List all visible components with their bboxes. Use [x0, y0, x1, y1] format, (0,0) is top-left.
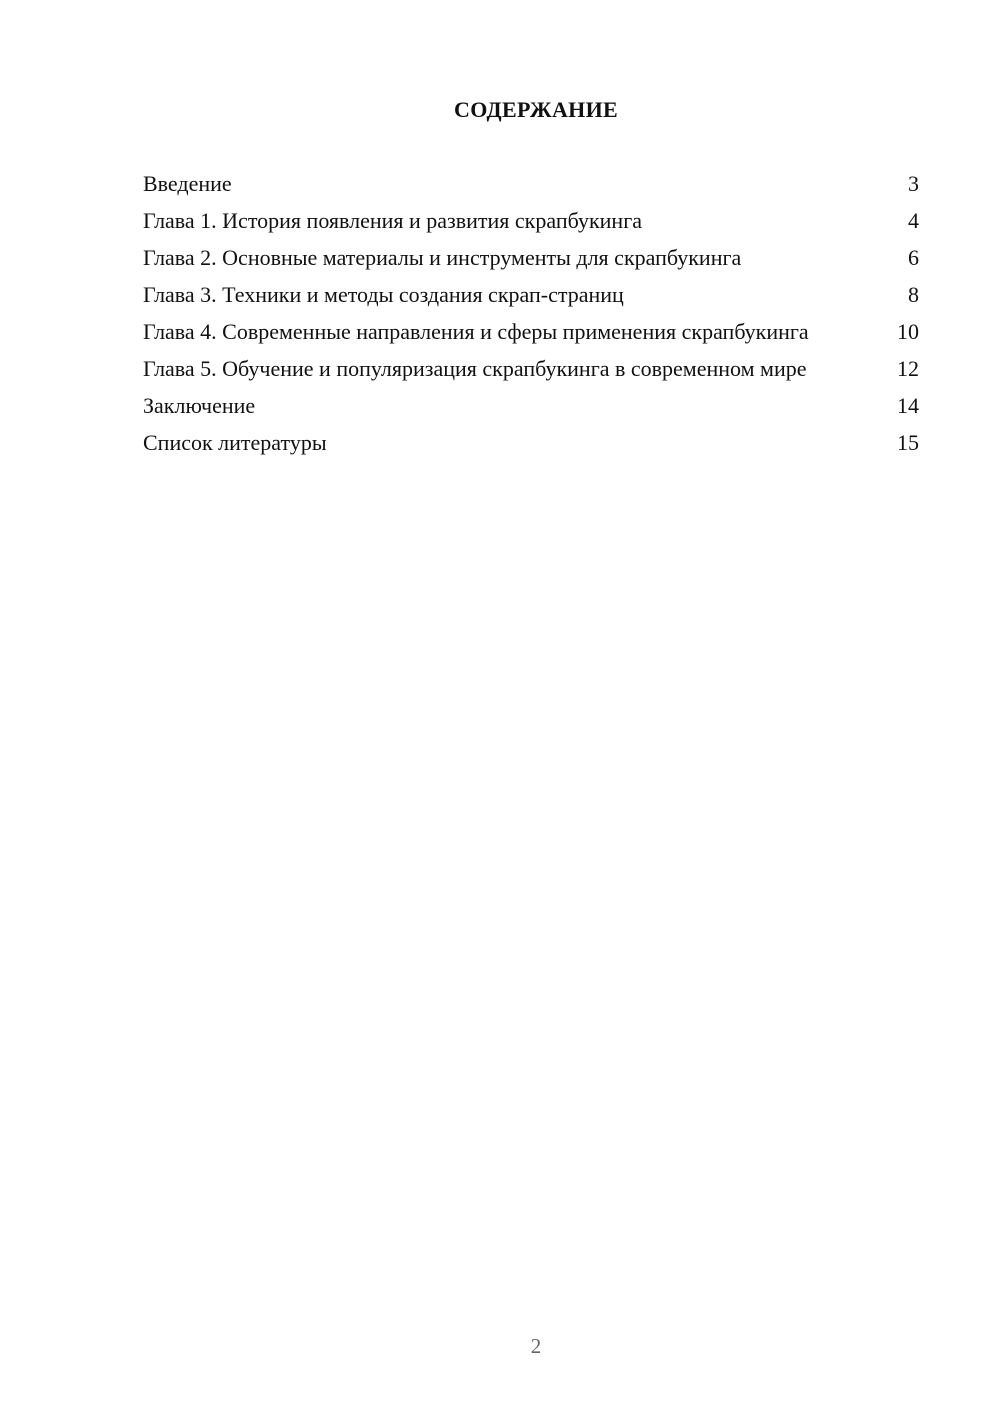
toc-entry-page: 4 [908, 208, 919, 233]
toc-entry-title: Список литературы [143, 430, 327, 455]
toc-entry-page: 14 [897, 393, 919, 418]
toc-entry-title: Глава 5. Обучение и популяризация скрапбукинга в современном мире [143, 356, 807, 381]
toc-heading: СОДЕРЖАНИЕ [454, 97, 618, 122]
toc-entry-introduction [143, 170, 919, 197]
toc-entry-chapter-4 [143, 318, 919, 345]
table-of-contents [143, 170, 919, 466]
page-number: 2 [530, 1334, 542, 1358]
toc-entry-page: 15 [897, 430, 919, 455]
toc-entry-chapter-1 [143, 207, 919, 234]
toc-entry-conclusion [143, 392, 919, 419]
toc-entry-page: 3 [908, 171, 919, 196]
toc-entry-chapter-2 [143, 244, 919, 271]
toc-entry-page: 6 [908, 245, 919, 270]
toc-entry-title: Глава 4. Современные направления и сферы применения скрапбукинга [143, 319, 809, 344]
toc-entry-chapter-5 [143, 355, 919, 382]
toc-entry-title: Введение [143, 171, 232, 196]
toc-entry-references [143, 429, 919, 456]
toc-entry-chapter-3 [143, 281, 919, 308]
toc-entry-page: 8 [908, 282, 919, 307]
toc-entry-title: Глава 3. Техники и методы создания скрап-страниц [143, 282, 624, 307]
toc-entry-title: Заключение [143, 393, 256, 418]
toc-entry-title: Глава 1. История появления и развития скрапбукинга [143, 208, 642, 233]
toc-entry-title: Глава 2. Основные материалы и инструменты для скрапбукинга [143, 245, 742, 270]
toc-entry-page: 10 [897, 319, 919, 344]
toc-entry-page: 12 [897, 356, 919, 381]
